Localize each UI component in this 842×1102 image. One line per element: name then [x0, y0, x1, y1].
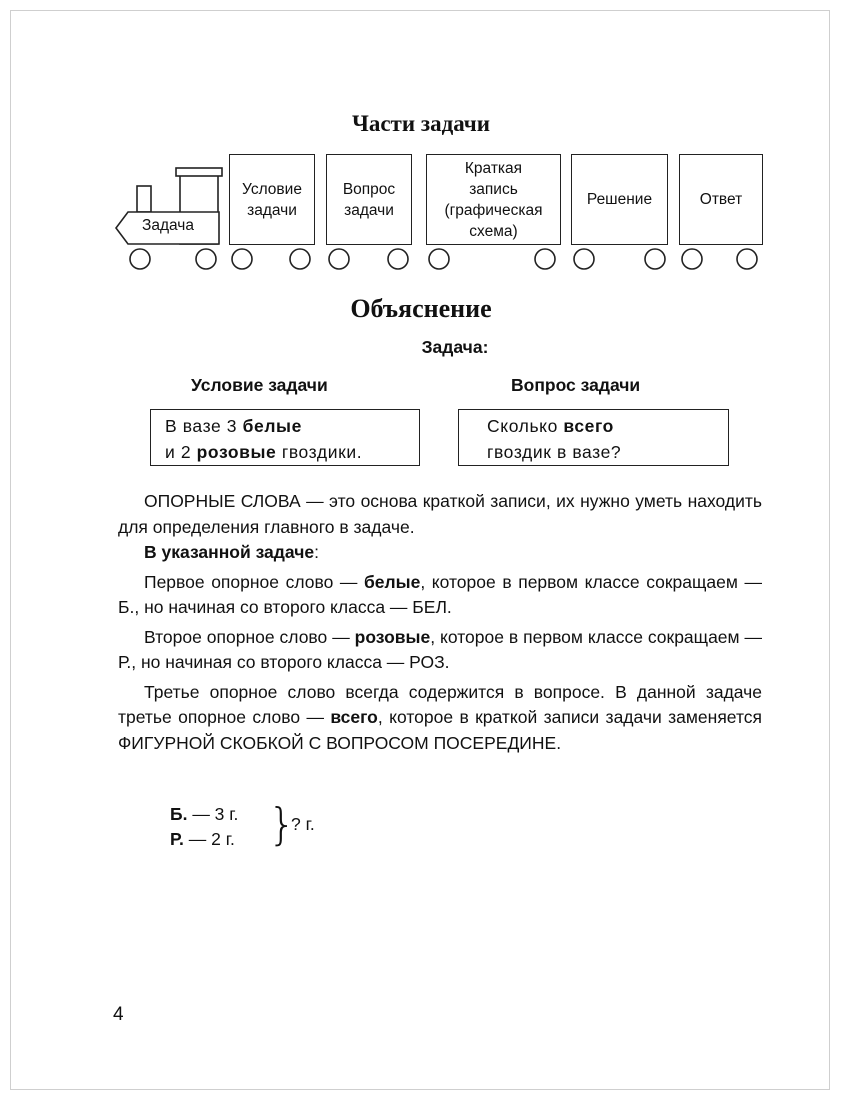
car-condition: Условие задачи	[229, 154, 315, 245]
wheels	[130, 249, 757, 269]
wheel	[645, 249, 665, 269]
wheel	[429, 249, 449, 269]
short-note-formula	[170, 802, 238, 852]
question-box: Сколько всего гвоздик в вазе?	[458, 409, 729, 466]
loco-cab-top	[176, 168, 222, 176]
task-label: Задача:	[421, 337, 489, 357]
explanation-heading: Объяснение	[350, 294, 492, 323]
car-question: Вопрос задачи	[326, 154, 412, 245]
formula-row-pink: Р. — 2 г.	[170, 829, 235, 849]
wheel	[737, 249, 757, 269]
body-text	[118, 489, 762, 756]
train-diagram	[0, 0, 842, 290]
loco-chimney	[137, 186, 151, 212]
paragraph: В указанной задаче:	[144, 542, 319, 562]
wheel	[290, 249, 310, 269]
wheel	[196, 249, 216, 269]
wheel	[574, 249, 594, 269]
car-short-note: Краткая запись (графическая схема)	[426, 154, 561, 245]
car-solution: Решение	[571, 154, 668, 245]
paragraph: ОПОРНЫЕ СЛОВА — это основа краткой записи, их нужно уметь находить для определения главного в задаче.	[118, 491, 762, 537]
paragraph: Третье опорное слово всегда содержится в вопросе. В данной задаче третье опорное слово — всего, которое в краткой записи задачи заменяется ФИГУРНОЙ СКОБКОЙ С ВОПРОСОМ ПОСЕРЕДИНЕ.	[118, 681, 762, 753]
curly-brace: }	[268, 799, 296, 850]
wheel	[388, 249, 408, 269]
wheel	[232, 249, 252, 269]
condition-title: Условие задачи	[191, 375, 328, 395]
wheel	[535, 249, 555, 269]
paragraph: Второе опорное слово — розовые, которое в первом классе сокращаем — Р., но начиная со второго класса — РОЗ.	[118, 626, 763, 672]
page-number: 4	[113, 1004, 124, 1025]
paragraph: Первое опорное слово — белые, которое в первом классе сокращаем — Б., но начиная со второго класса — БЕЛ.	[118, 571, 763, 617]
formula-question: ? г.	[291, 814, 315, 834]
parts-heading: Части задачи	[351, 111, 491, 136]
condition-box: В вазе 3 белые и 2 розовые гвоздики.	[150, 409, 420, 466]
wheel	[329, 249, 349, 269]
formula-row-white: Б. — 3 г.	[170, 804, 239, 824]
wheel	[682, 249, 702, 269]
question-title: Вопрос задачи	[511, 375, 641, 395]
wheel	[130, 249, 150, 269]
loco-label: Задача	[142, 217, 195, 234]
car-answer: Ответ	[679, 154, 763, 245]
